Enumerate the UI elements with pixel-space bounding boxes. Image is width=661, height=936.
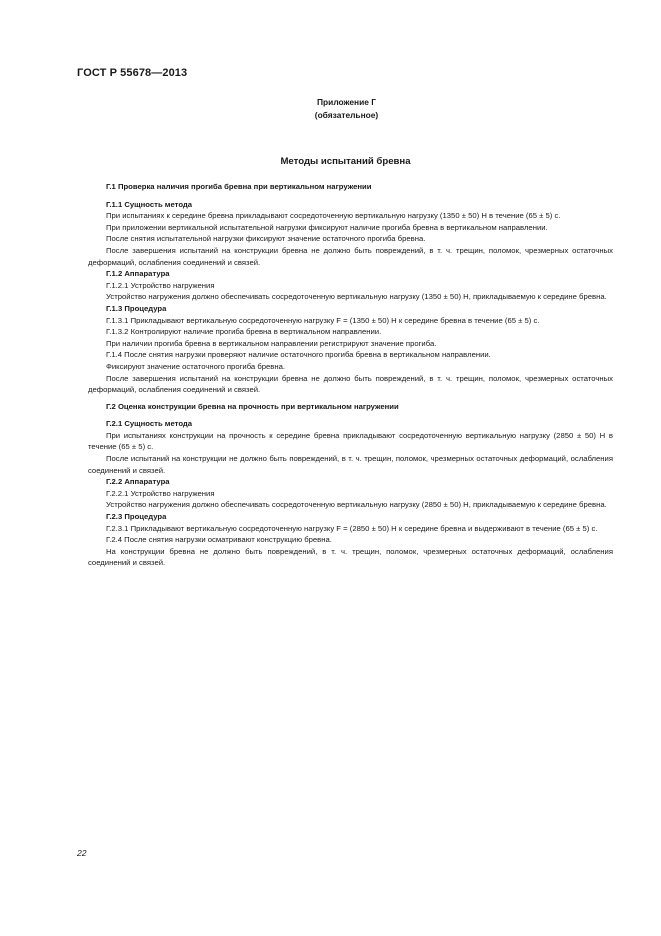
- paragraph: При наличии прогиба бревна в вертикальном направлении регистрируют значение прогиба.: [106, 338, 437, 348]
- paragraph: Фиксируют значение остаточного прогиба бревна.: [106, 361, 286, 371]
- paragraph: После испытаний на конструкции не должно быть повреждений, в т. ч. трещин, поломок, чрезмерных остаточных деформаций, ослабления соединений и связей.: [88, 454, 613, 475]
- paragraph: При приложении вертикальной испытательной нагрузки фиксируют наличие прогиба бревна в вертикальном направлении.: [106, 222, 548, 232]
- standard-code-header: ГОСТ Р 55678—2013: [77, 67, 188, 79]
- paragraph: Устройство нагружения должно обеспечивать сосредоточенную вертикальную нагрузку (1350 ± 50) Н, прикладываемую к середине бревна.: [106, 292, 607, 302]
- paragraph: После снятия испытательной нагрузки фиксируют значение остаточного прогиба бревна.: [106, 234, 426, 244]
- appendix-label: Приложение Г: [317, 97, 376, 107]
- paragraph: Г.1.3.1 Прикладывают вертикальную сосредоточенную нагрузку F = (1350 ± 50) Н к середине бревна в течение (65 ± 5) с.: [106, 315, 540, 325]
- paragraph: Г.2.2.1 Устройство нагружения: [106, 488, 215, 498]
- paragraph: Г.1.3.2 Контролируют наличие прогиба бревна в вертикальном направлении.: [106, 327, 382, 337]
- subsection-heading: Г.1.3 Процедура: [106, 303, 167, 313]
- subsection-heading: Г.1.1 Сущность метода: [106, 199, 193, 209]
- paragraph: При испытаниях конструкции на прочность к середине бревна прикладывают сосредоточенную вертикальную нагрузку (2850 ± 50) Н в течение (65 ± 5) с.: [88, 430, 613, 452]
- paragraph: При испытаниях к середине бревна прикладывают сосредоточенную вертикальную нагрузку (1350 ± 50) Н в течение (65 ± 5) с.: [106, 211, 561, 221]
- appendix-status: (обязательное): [314, 110, 379, 120]
- section-heading: Г.1 Проверка наличия прогиба бревна при вертикальном нагружении: [106, 182, 372, 191]
- paragraph: Г.2.4 После снятия нагрузки осматривают конструкцию бревна.: [106, 535, 332, 545]
- appendix-heading: [0, 96, 661, 122]
- subsection-heading: Г.2.3 Процедура: [106, 512, 167, 522]
- subsection-heading: Г.2.1 Сущность метода: [106, 419, 193, 429]
- subsection-heading: Г.2.2 Аппаратура: [106, 477, 170, 487]
- subsection-heading: Г.1.2 Аппаратура: [106, 269, 170, 279]
- paragraph: Устройство нагружения должно обеспечивать сосредоточенную вертикальную нагрузку (2850 ± 50) Н, прикладываемую к середине бревна.: [106, 500, 607, 510]
- paragraph: На конструкции бревна не должно быть повреждений, в т. ч. трещин, поломок, чрезмерных остаточных деформаций, ослабления соединений и связей.: [88, 546, 613, 568]
- paragraph: Г.2.3.1 Прикладывают вертикальную сосредоточенную нагрузку F = (2850 ± 50) Н к середине бревна и выдерживают в течение (65 ± 5) с.: [106, 523, 598, 533]
- paragraph: Г.1.4 После снятия нагрузки проверяют наличие остаточного прогиба бревна в вертикальном направлении.: [106, 350, 491, 360]
- paragraph: Г.1.2.1 Устройство нагружения: [106, 280, 215, 290]
- appendix-title: Методы испытаний бревна: [280, 156, 411, 167]
- paragraph: После завершения испытаний на конструкции бревна не должно быть повреждений, в т. ч. трещин, поломок, чрезмерных остаточных деформаций, ослабления соединений и связей.: [88, 245, 613, 267]
- document-body: [88, 181, 613, 569]
- paragraph: После завершения испытаний на конструкции бревна не должно быть повреждений, в т. ч. трещин, поломок, чрезмерных остаточных деформаций, ослабления соединений и связей.: [88, 373, 613, 395]
- page-number: 22: [77, 848, 87, 858]
- section-heading: Г.2 Оценка конструкции бревна на прочность при вертикальном нагружении: [106, 401, 399, 411]
